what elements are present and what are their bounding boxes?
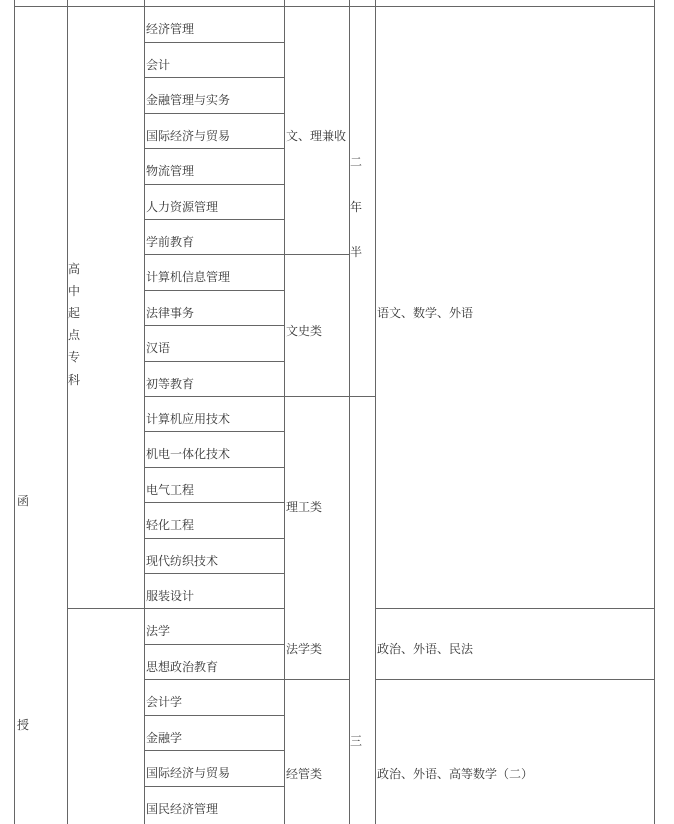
col-divider	[144, 0, 145, 824]
major-name: 金融管理与实务	[146, 93, 231, 107]
major-name: 计算机应用技术	[146, 412, 231, 426]
major-row-divider	[144, 361, 285, 362]
major-row-divider	[144, 148, 285, 149]
duration-char: 半	[350, 245, 363, 259]
right-border	[654, 0, 655, 824]
major-row-divider	[144, 77, 285, 78]
major-row-divider	[144, 290, 285, 291]
major-name: 国际经济与贸易	[146, 129, 231, 143]
major-name: 思想政治教育	[146, 660, 219, 674]
subject-divider	[375, 679, 655, 680]
category-label: 文、理兼收	[286, 129, 347, 143]
major-row-divider	[144, 538, 285, 539]
major-row-divider	[144, 786, 285, 787]
major-row-divider	[144, 644, 285, 645]
major-name: 人力资源管理	[146, 200, 219, 214]
major-name: 计算机信息管理	[146, 270, 231, 284]
col-divider	[375, 0, 376, 824]
category-label: 经管类	[286, 767, 323, 781]
major-name: 物流管理	[146, 164, 195, 178]
major-name: 机电一体化技术	[146, 447, 231, 461]
major-row-divider	[144, 608, 285, 609]
duration-char: 三	[350, 734, 363, 748]
major-name: 汉语	[146, 341, 171, 355]
major-row-divider	[144, 431, 285, 432]
col-divider	[284, 0, 285, 824]
category-divider	[284, 396, 376, 397]
group-divider	[67, 608, 145, 609]
major-row-divider	[144, 113, 285, 114]
top-rule	[14, 6, 655, 7]
mode-char: 授	[17, 718, 30, 732]
left-border	[14, 0, 15, 824]
major-row-divider	[144, 219, 285, 220]
major-name: 初等教育	[146, 377, 195, 391]
major-row-divider	[144, 184, 285, 185]
level-char: 起	[68, 306, 81, 320]
major-name: 法学	[146, 624, 171, 638]
major-name: 轻化工程	[146, 518, 195, 532]
major-name: 会计	[146, 58, 171, 72]
major-name: 法律事务	[146, 306, 195, 320]
major-row-divider	[144, 715, 285, 716]
major-row-divider	[144, 396, 285, 397]
level-char: 专	[68, 350, 81, 364]
category-label: 文史类	[286, 324, 323, 338]
mode-char: 函	[17, 494, 30, 508]
category-divider	[284, 254, 350, 255]
category-label: 法学类	[286, 642, 323, 656]
category-divider	[284, 679, 350, 680]
major-name: 学前教育	[146, 235, 195, 249]
major-name: 会计学	[146, 695, 183, 709]
major-row-divider	[144, 750, 285, 751]
major-row-divider	[144, 42, 285, 43]
group-divider	[375, 608, 655, 609]
level-char: 高	[68, 262, 81, 276]
major-row-divider	[144, 325, 285, 326]
duration-char: 二	[350, 155, 363, 169]
major-name: 金融学	[146, 731, 183, 745]
major-name: 现代纺织技术	[146, 554, 219, 568]
level-char: 中	[68, 284, 81, 298]
col-divider	[67, 0, 68, 824]
major-row-divider	[144, 679, 285, 680]
exam-subjects: 语文、数学、外语	[377, 306, 474, 320]
category-label: 理工类	[286, 500, 323, 514]
major-name: 电气工程	[146, 483, 195, 497]
level-char: 点	[68, 328, 81, 342]
major-row-divider	[144, 254, 285, 255]
exam-subjects: 政治、外语、高等数学（二）	[377, 767, 534, 781]
major-name: 国民经济管理	[146, 802, 219, 816]
major-row-divider	[144, 467, 285, 468]
major-name: 国际经济与贸易	[146, 766, 231, 780]
duration-char: 年	[350, 200, 363, 214]
col-divider	[349, 0, 350, 824]
major-name: 服装设计	[146, 589, 195, 603]
major-name: 经济管理	[146, 22, 195, 36]
level-char: 科	[68, 373, 81, 387]
major-row-divider	[144, 573, 285, 574]
major-row-divider	[144, 502, 285, 503]
exam-subjects: 政治、外语、民法	[377, 642, 474, 656]
